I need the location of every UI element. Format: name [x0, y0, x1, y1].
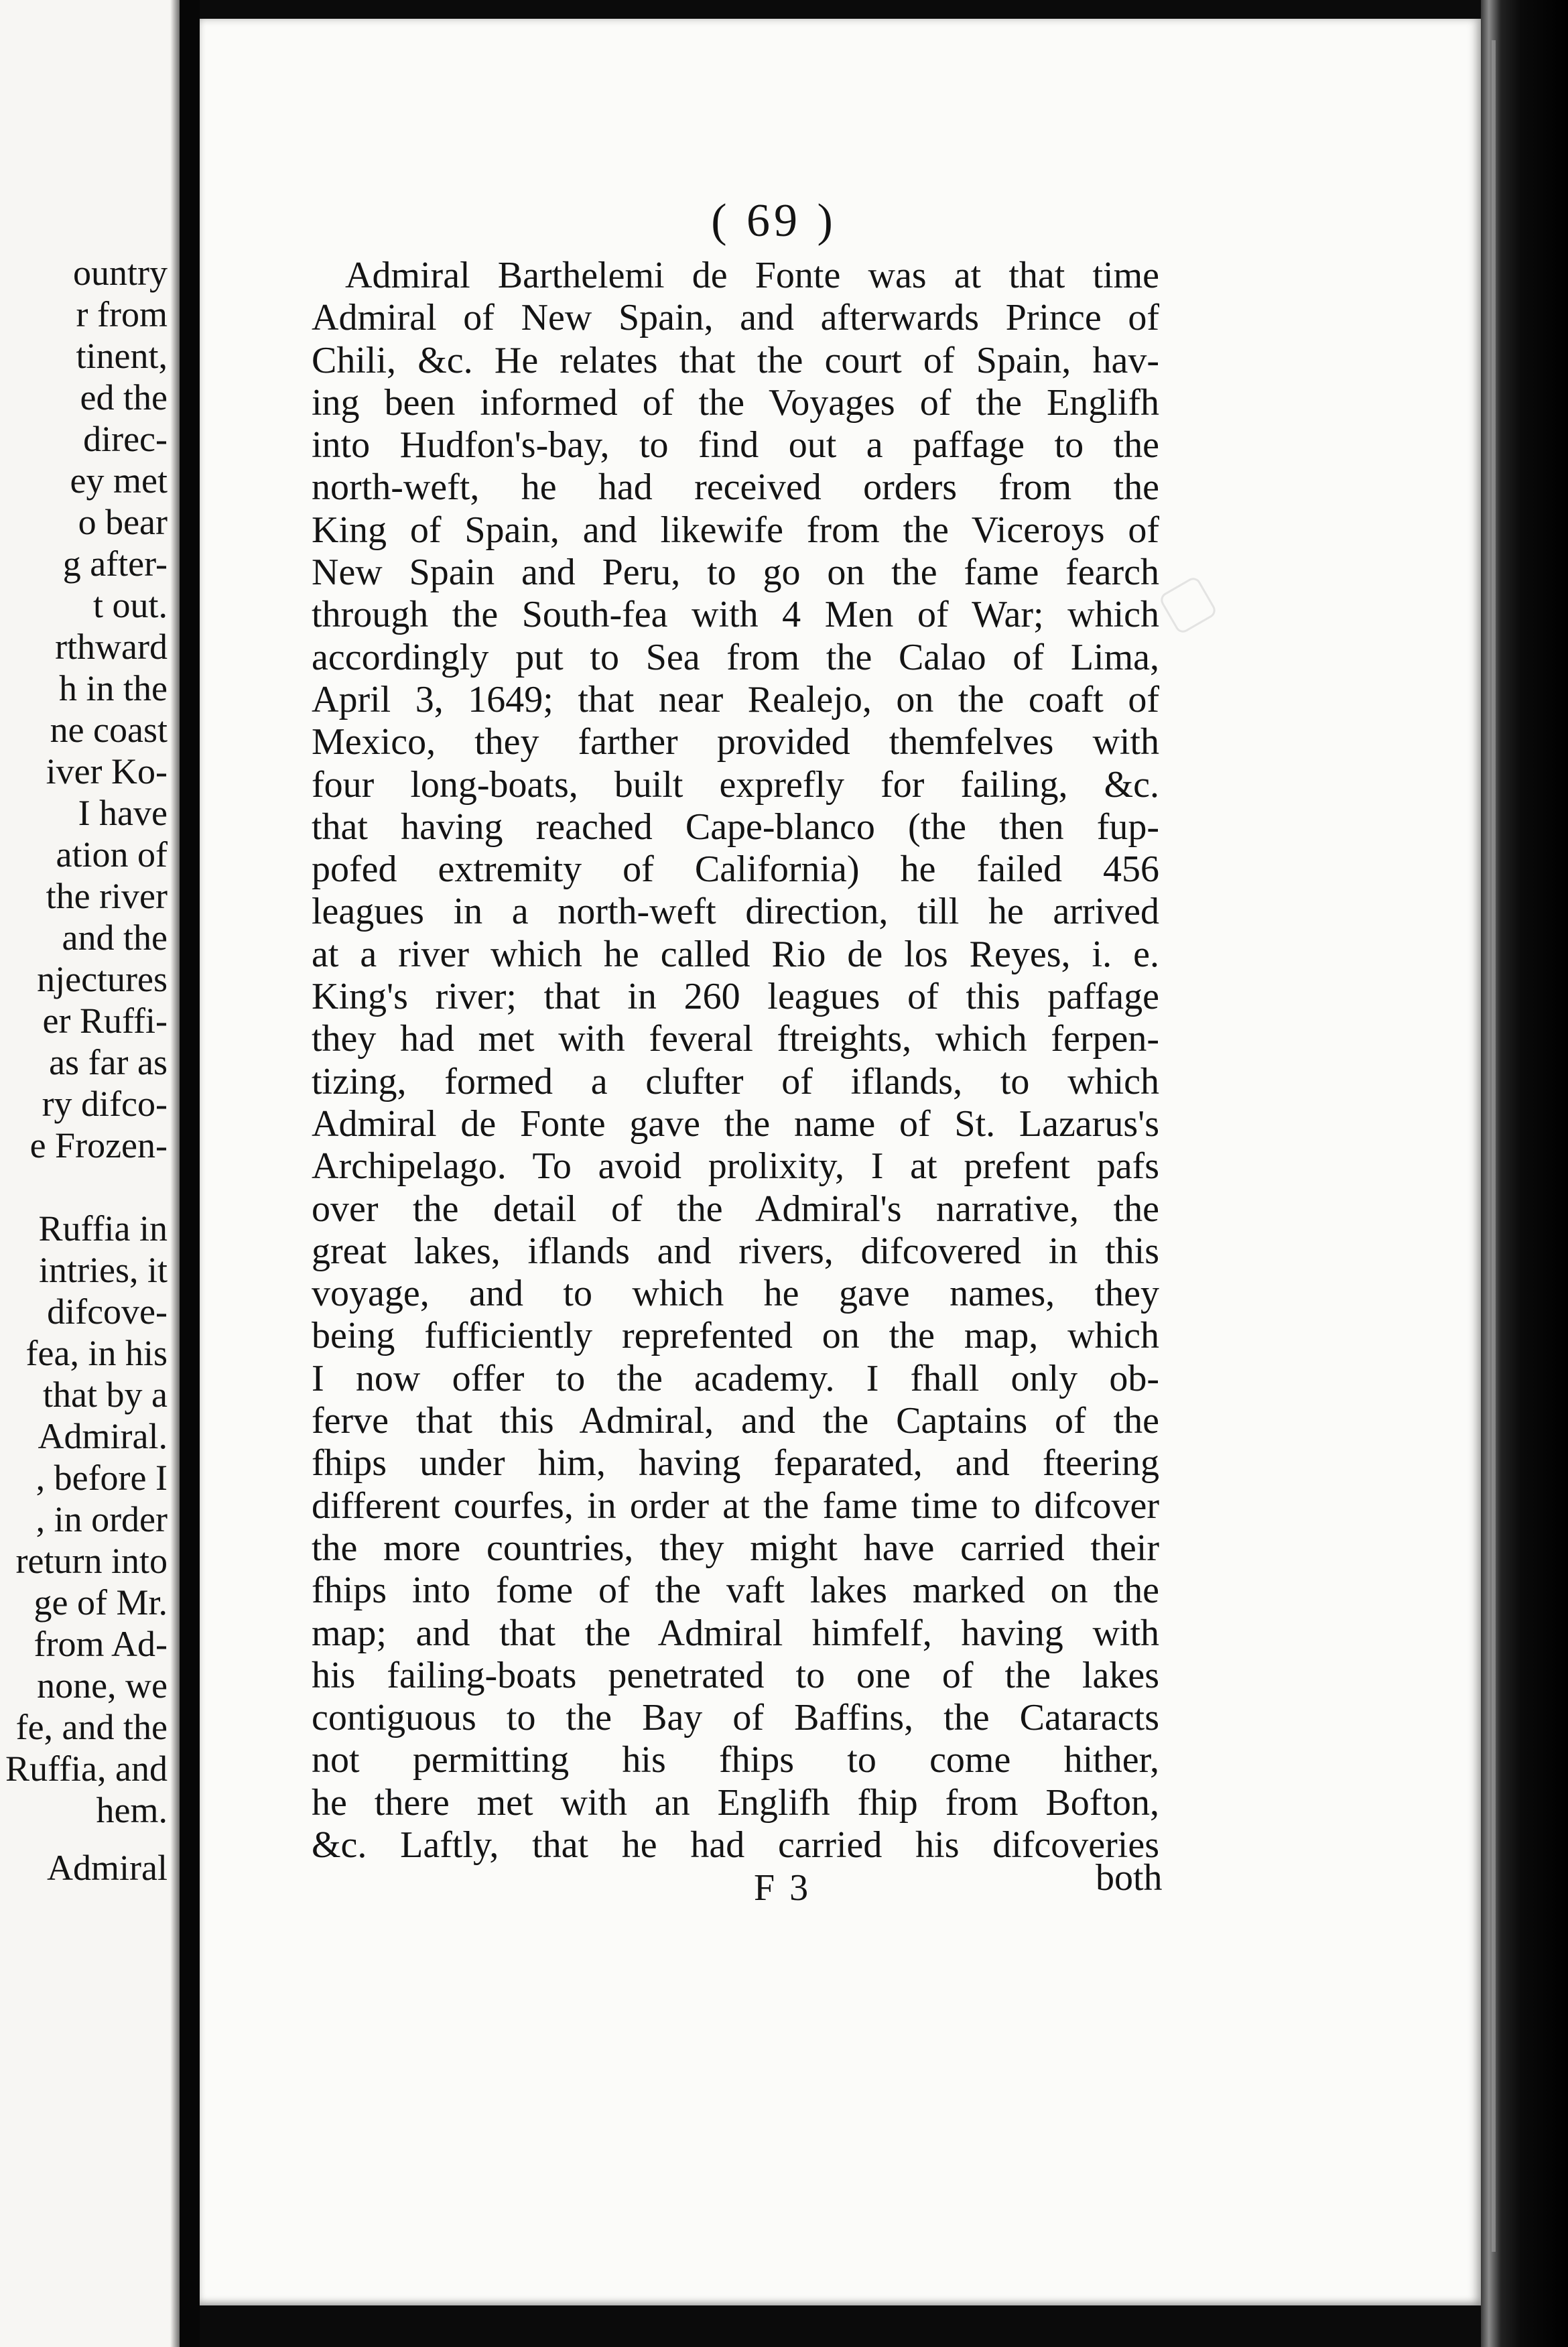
text-line: King of Spain, and likewife from the Viceroys of	[312, 509, 1159, 551]
text-line: that having reached Cape-blanco (the then fup-	[312, 806, 1159, 848]
left-page-line: return into	[15, 1541, 168, 1581]
left-page-line: difcove-	[47, 1291, 168, 1332]
text-line: different courfes, in order at the fame time to difcover	[312, 1484, 1159, 1527]
left-page-gutter-shadow	[170, 0, 180, 2347]
left-page-fragment	[0, 0, 180, 2347]
left-page-line: er Ruffi-	[42, 1001, 168, 1041]
left-page-line: Ruffia, and	[5, 1749, 168, 1789]
text-line: tizing, formed a clufter of iflands, to which	[312, 1060, 1159, 1102]
page-number-header: ( 69 )	[711, 195, 837, 247]
left-page-line: fea, in his	[25, 1333, 168, 1373]
text-line: ing been informed of the Voyages of the Englifh	[312, 381, 1159, 424]
left-page-line: e Frozen-	[29, 1125, 168, 1165]
text-line: I now offer to the academy. I fhall only ob-	[312, 1357, 1159, 1399]
page-edge-highlight	[1492, 40, 1496, 2252]
left-page-line: ation of	[56, 834, 168, 875]
left-page-line: as far as	[49, 1042, 168, 1082]
text-line: Archipelago. To avoid prolixity, I at prefent pafs	[312, 1145, 1159, 1188]
left-page-line: r from	[76, 294, 168, 334]
left-page-line: o bear	[78, 502, 168, 542]
text-line: April 3, 1649; that near Realejo, on the coaft of	[312, 678, 1159, 720]
text-line: fhips under him, having feparated, and fteering	[312, 1442, 1159, 1484]
left-page-line: njectures	[37, 959, 168, 999]
text-line: pofed extremity of California) he failed 456	[312, 848, 1159, 891]
signature-mark: F 3	[754, 1867, 811, 1909]
text-line: fhips into fome of the vaft lakes marked on the	[312, 1570, 1159, 1612]
left-page-line: Admiral	[47, 1848, 168, 1888]
text-line: he there met with an Englifh fhip from Bofton,	[312, 1781, 1159, 1824]
left-page-line: t out.	[92, 585, 168, 625]
left-page-line: fe, and the	[15, 1707, 168, 1747]
left-page-line: and the	[62, 917, 168, 958]
text-line: ferve that this Admiral, and the Captains of the	[312, 1400, 1159, 1442]
text-line: at a river which he called Rio de los Reyes, i. e.	[312, 933, 1159, 975]
text-line: map; and that the Admiral himfelf, having with	[312, 1612, 1159, 1654]
book-gutter	[180, 0, 200, 2347]
text-line: Chili, &c. He relates that the court of Spain, hav-	[312, 339, 1159, 381]
text-line: leagues in a north-weft direction, till he arrived	[312, 891, 1159, 933]
text-line: not permitting his fhips to come hither,	[312, 1739, 1159, 1781]
text-line: contiguous to the Bay of Baffins, the Cataracts	[312, 1697, 1159, 1739]
left-page-line: Ruffia in	[38, 1208, 168, 1249]
left-page-line: tinent,	[76, 336, 168, 376]
left-page-line: h in the	[59, 668, 168, 708]
text-line: Admiral of New Spain, and afterwards Prince of	[312, 297, 1159, 339]
left-page-line: g after-	[62, 544, 168, 584]
text-line: New Spain and Peru, to go on the fame fearch	[312, 552, 1159, 594]
text-line: Admiral de Fonte gave the name of St. Lazarus's	[312, 1102, 1159, 1145]
text-line: being fufficiently reprefented on the map, which	[312, 1315, 1159, 1357]
left-page-line: , before I	[36, 1458, 168, 1498]
text-line: voyage, and to which he gave names, they	[312, 1273, 1159, 1315]
text-line: great lakes, iflands and rivers, difcovered in this	[312, 1230, 1159, 1272]
left-page-line: , in order	[36, 1499, 168, 1539]
left-page-line: hem.	[96, 1790, 168, 1830]
text-line: Admiral Barthelemi de Fonte was at that time	[345, 255, 1159, 296]
left-page-line: Admiral.	[38, 1416, 168, 1456]
text-line: into Hudfon's-bay, to find out a paffage to the	[312, 424, 1159, 466]
left-page-line: intries, it	[39, 1250, 168, 1290]
text-line: they had met with feveral ftreights, which ferpen-	[312, 1018, 1159, 1060]
left-page-line: direc-	[83, 419, 168, 459]
left-page-line: ry difco-	[42, 1084, 168, 1124]
left-page-line: the river	[46, 876, 168, 916]
text-line: King's river; that in 260 leagues of this paffage	[312, 976, 1159, 1018]
left-page-line: none, we	[37, 1665, 168, 1706]
text-line: Mexico, they farther provided themfelves with	[312, 721, 1159, 763]
catchword: both	[1096, 1857, 1163, 1899]
left-page-line: from Ad-	[34, 1624, 168, 1664]
left-page-line: ge of Mr.	[34, 1582, 168, 1623]
left-page-line: ed the	[80, 377, 168, 418]
left-page-line: ne coast	[50, 710, 168, 750]
left-page-line: that by a	[43, 1375, 168, 1415]
text-line: through the South-fea with 4 Men of War; which	[312, 594, 1159, 636]
left-page-line: ey met	[70, 460, 168, 501]
text-line: the more countries, they might have carried their	[312, 1527, 1159, 1569]
text-line: accordingly put to Sea from the Calao of Lima,	[312, 636, 1159, 678]
text-line: &c. Laftly, that he had carried his difcoveries	[312, 1824, 1159, 1866]
text-line: north-weft, he had received orders from the	[312, 466, 1159, 509]
text-line: over the detail of the Admiral's narrative, the	[312, 1188, 1159, 1230]
body-text	[312, 255, 1159, 1866]
text-line: his failing-boats penetrated to one of the lakes	[312, 1654, 1159, 1696]
left-page-line: I have	[78, 793, 168, 833]
left-page-line: ountry	[73, 253, 168, 293]
left-page-line: rthward	[55, 627, 168, 667]
text-line: four long-boats, built exprefly for failing, &c.	[312, 763, 1159, 806]
left-page-line: iver Ko-	[46, 751, 168, 791]
